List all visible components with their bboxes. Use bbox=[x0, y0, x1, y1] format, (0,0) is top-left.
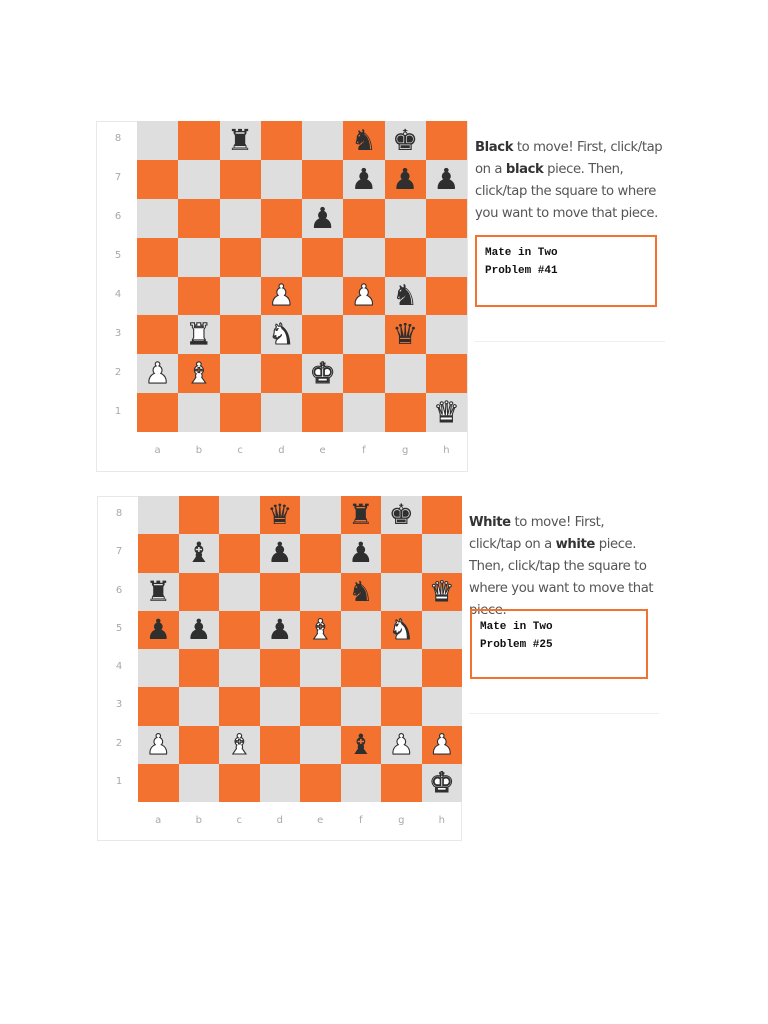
square-d4[interactable] bbox=[261, 277, 302, 316]
instructions-text-2: piece. Then, click/tap the square to where you want to move that piece. bbox=[469, 537, 654, 618]
rank-label: 1 bbox=[115, 775, 123, 787]
square-g6[interactable] bbox=[381, 573, 422, 611]
instructions-text-1: to move! First, click/tap on a bbox=[469, 515, 605, 552]
square-e1[interactable] bbox=[300, 764, 341, 802]
rank-label: 8 bbox=[114, 133, 122, 145]
problem-number: Problem #41 bbox=[485, 265, 558, 277]
problem-title: Mate in Two bbox=[485, 247, 558, 259]
white-rook-icon[interactable]: ♜ bbox=[185, 317, 212, 352]
rank-label: 1 bbox=[114, 405, 122, 417]
square-f4[interactable] bbox=[343, 277, 384, 316]
rank-label: 3 bbox=[114, 327, 122, 339]
square-f8[interactable] bbox=[343, 121, 384, 160]
square-f7[interactable] bbox=[341, 534, 382, 572]
square-f1[interactable] bbox=[341, 764, 382, 802]
square-a4[interactable] bbox=[138, 649, 179, 687]
problem-box bbox=[475, 235, 657, 307]
square-f2[interactable] bbox=[341, 726, 382, 764]
file-label: h bbox=[438, 815, 445, 826]
square-g5[interactable] bbox=[381, 611, 422, 649]
problem-box bbox=[470, 609, 648, 679]
square-a8[interactable] bbox=[138, 496, 179, 534]
square-g5[interactable] bbox=[385, 238, 426, 277]
side-to-move: White bbox=[469, 515, 511, 530]
square-d7[interactable] bbox=[260, 534, 301, 572]
square-c2[interactable] bbox=[220, 354, 261, 393]
square-f5[interactable] bbox=[343, 238, 384, 277]
square-a1[interactable] bbox=[138, 764, 179, 802]
square-e3[interactable] bbox=[300, 687, 341, 725]
square-b4[interactable] bbox=[179, 649, 220, 687]
square-e7[interactable] bbox=[300, 534, 341, 572]
file-label: b bbox=[195, 815, 202, 826]
square-e1[interactable] bbox=[302, 393, 343, 432]
square-a5[interactable] bbox=[137, 238, 178, 277]
file-label: d bbox=[278, 445, 285, 456]
file-label: g bbox=[401, 445, 409, 456]
black-bishop-icon[interactable]: ♝ bbox=[186, 536, 212, 570]
square-c3[interactable] bbox=[219, 687, 260, 725]
file-label: f bbox=[358, 815, 363, 826]
square-h4[interactable] bbox=[422, 649, 463, 687]
square-c4[interactable] bbox=[220, 277, 261, 316]
square-c8[interactable] bbox=[219, 496, 260, 534]
square-b3[interactable] bbox=[179, 687, 220, 725]
square-b1[interactable] bbox=[179, 764, 220, 802]
square-f3[interactable] bbox=[341, 687, 382, 725]
black-pawn-icon[interactable]: ♟ bbox=[186, 612, 212, 646]
file-label: b bbox=[195, 445, 203, 456]
square-d1[interactable] bbox=[260, 764, 301, 802]
square-e4[interactable] bbox=[300, 649, 341, 687]
square-f6[interactable] bbox=[341, 573, 382, 611]
file-label: f bbox=[362, 445, 366, 456]
instructions-text-1: to move! First, click/tap on a bbox=[475, 140, 663, 177]
problem-title: Mate in Two bbox=[480, 621, 553, 633]
square-d6[interactable] bbox=[261, 199, 302, 238]
square-g6[interactable] bbox=[385, 199, 426, 238]
rank-label: 4 bbox=[114, 288, 122, 300]
square-d3[interactable] bbox=[261, 315, 302, 354]
square-a1[interactable] bbox=[137, 393, 178, 432]
instructions-text-2: piece. Then, click/tap the square to where you want to move that piece. bbox=[475, 162, 658, 221]
square-h2[interactable] bbox=[422, 726, 463, 764]
square-b4[interactable] bbox=[178, 277, 219, 316]
file-label: a bbox=[154, 445, 161, 456]
square-e5[interactable] bbox=[302, 238, 343, 277]
black-pawn-icon[interactable]: ♟ bbox=[392, 161, 419, 196]
problem-number: Problem #25 bbox=[480, 639, 553, 651]
white-king-icon[interactable]: ♚ bbox=[309, 356, 336, 391]
square-b2[interactable] bbox=[178, 354, 219, 393]
white-bishop-icon[interactable]: ♝ bbox=[226, 727, 252, 761]
white-bishop-icon[interactable]: ♝ bbox=[185, 356, 212, 391]
black-rook-icon[interactable]: ♜ bbox=[348, 498, 374, 532]
square-f3[interactable] bbox=[343, 315, 384, 354]
square-h4[interactable] bbox=[426, 277, 467, 316]
square-h3[interactable] bbox=[426, 315, 467, 354]
black-king-icon[interactable]: ♚ bbox=[392, 122, 419, 157]
square-a3[interactable] bbox=[138, 687, 179, 725]
black-queen-icon[interactable]: ♛ bbox=[267, 498, 293, 532]
square-c6[interactable] bbox=[219, 573, 260, 611]
square-b5[interactable] bbox=[178, 238, 219, 277]
file-label: g bbox=[398, 815, 405, 826]
white-queen-icon[interactable]: ♛ bbox=[433, 395, 460, 430]
black-pawn-icon[interactable]: ♟ bbox=[350, 161, 377, 196]
square-a3[interactable] bbox=[137, 315, 178, 354]
square-c7[interactable] bbox=[219, 534, 260, 572]
rank-label: 3 bbox=[115, 699, 123, 711]
square-h8[interactable] bbox=[426, 121, 467, 160]
divider bbox=[469, 713, 659, 714]
square-d3[interactable] bbox=[260, 687, 301, 725]
square-d2[interactable] bbox=[260, 726, 301, 764]
square-g7[interactable] bbox=[385, 160, 426, 199]
square-h6[interactable] bbox=[426, 199, 467, 238]
square-d4[interactable] bbox=[260, 649, 301, 687]
square-d7[interactable] bbox=[261, 160, 302, 199]
chessboard[interactable] bbox=[138, 496, 462, 802]
square-c8[interactable] bbox=[220, 121, 261, 160]
square-d8[interactable] bbox=[261, 121, 302, 160]
square-c2[interactable] bbox=[219, 726, 260, 764]
square-d5[interactable] bbox=[261, 238, 302, 277]
square-a6[interactable] bbox=[137, 199, 178, 238]
square-h8[interactable] bbox=[422, 496, 463, 534]
square-e3[interactable] bbox=[302, 315, 343, 354]
rank-label: 7 bbox=[115, 546, 123, 558]
square-h5[interactable] bbox=[426, 238, 467, 277]
square-e6[interactable] bbox=[300, 573, 341, 611]
black-rook-icon[interactable]: ♜ bbox=[145, 574, 171, 608]
square-e4[interactable] bbox=[302, 277, 343, 316]
square-e6[interactable] bbox=[302, 199, 343, 238]
square-g8[interactable] bbox=[381, 496, 422, 534]
file-label: c bbox=[237, 445, 243, 456]
square-g3[interactable] bbox=[381, 687, 422, 725]
black-pawn-icon[interactable]: ♟ bbox=[309, 200, 336, 235]
square-h7[interactable] bbox=[426, 160, 467, 199]
square-a8[interactable] bbox=[137, 121, 178, 160]
square-a6[interactable] bbox=[138, 573, 179, 611]
square-a7[interactable] bbox=[137, 160, 178, 199]
square-a2[interactable] bbox=[138, 726, 179, 764]
white-bishop-icon[interactable]: ♝ bbox=[307, 612, 333, 646]
square-b8[interactable] bbox=[179, 496, 220, 534]
square-e2[interactable] bbox=[300, 726, 341, 764]
square-g3[interactable] bbox=[385, 315, 426, 354]
square-c5[interactable] bbox=[220, 238, 261, 277]
square-e8[interactable] bbox=[302, 121, 343, 160]
square-a2[interactable] bbox=[137, 354, 178, 393]
square-d5[interactable] bbox=[260, 611, 301, 649]
square-g2[interactable] bbox=[385, 354, 426, 393]
square-f5[interactable] bbox=[341, 611, 382, 649]
black-knight-icon[interactable]: ♞ bbox=[392, 278, 419, 313]
square-d8[interactable] bbox=[260, 496, 301, 534]
chessboard[interactable] bbox=[137, 121, 467, 432]
white-pawn-icon[interactable]: ♟ bbox=[144, 356, 171, 391]
square-b8[interactable] bbox=[178, 121, 219, 160]
instructions bbox=[469, 512, 659, 622]
square-h5[interactable] bbox=[422, 611, 463, 649]
rank-label: 6 bbox=[115, 584, 123, 596]
black-pawn-icon[interactable]: ♟ bbox=[145, 612, 171, 646]
white-knight-icon[interactable]: ♞ bbox=[388, 612, 414, 646]
instructions bbox=[475, 137, 665, 225]
square-h2[interactable] bbox=[426, 354, 467, 393]
square-f2[interactable] bbox=[343, 354, 384, 393]
side-color-word: black bbox=[505, 162, 544, 177]
square-a7[interactable] bbox=[138, 534, 179, 572]
square-e2[interactable] bbox=[302, 354, 343, 393]
square-g2[interactable] bbox=[381, 726, 422, 764]
square-d2[interactable] bbox=[261, 354, 302, 393]
square-h7[interactable] bbox=[422, 534, 463, 572]
square-f1[interactable] bbox=[343, 393, 384, 432]
square-b6[interactable] bbox=[179, 573, 220, 611]
square-g8[interactable] bbox=[385, 121, 426, 160]
file-label: e bbox=[319, 445, 326, 456]
square-e5[interactable] bbox=[300, 611, 341, 649]
black-knight-icon[interactable]: ♞ bbox=[350, 122, 377, 157]
black-rook-icon[interactable]: ♜ bbox=[227, 122, 254, 157]
square-b7[interactable] bbox=[179, 534, 220, 572]
square-h3[interactable] bbox=[422, 687, 463, 725]
square-a4[interactable] bbox=[137, 277, 178, 316]
black-bishop-icon[interactable]: ♝ bbox=[348, 727, 374, 761]
square-b7[interactable] bbox=[178, 160, 219, 199]
white-pawn-icon[interactable]: ♟ bbox=[145, 727, 171, 761]
square-g7[interactable] bbox=[381, 534, 422, 572]
file-label: e bbox=[317, 815, 324, 826]
white-pawn-icon[interactable]: ♟ bbox=[388, 727, 414, 761]
file-label: c bbox=[236, 815, 242, 826]
black-queen-icon[interactable]: ♛ bbox=[392, 317, 419, 352]
square-b3[interactable] bbox=[178, 315, 219, 354]
square-g4[interactable] bbox=[385, 277, 426, 316]
square-f7[interactable] bbox=[343, 160, 384, 199]
black-pawn-icon[interactable]: ♟ bbox=[267, 536, 293, 570]
square-c1[interactable] bbox=[220, 393, 261, 432]
square-c1[interactable] bbox=[219, 764, 260, 802]
square-c4[interactable] bbox=[219, 649, 260, 687]
square-c7[interactable] bbox=[220, 160, 261, 199]
square-h1[interactable] bbox=[426, 393, 467, 432]
divider bbox=[475, 341, 665, 342]
square-b5[interactable] bbox=[179, 611, 220, 649]
black-pawn-icon[interactable]: ♟ bbox=[267, 612, 293, 646]
side-color-word: white bbox=[555, 537, 595, 552]
square-f6[interactable] bbox=[343, 199, 384, 238]
square-c3[interactable] bbox=[220, 315, 261, 354]
white-pawn-icon[interactable]: ♟ bbox=[350, 278, 377, 313]
square-c5[interactable] bbox=[219, 611, 260, 649]
square-g1[interactable] bbox=[385, 393, 426, 432]
black-king-icon[interactable]: ♚ bbox=[388, 498, 414, 532]
square-b6[interactable] bbox=[178, 199, 219, 238]
square-g1[interactable] bbox=[381, 764, 422, 802]
square-d1[interactable] bbox=[261, 393, 302, 432]
black-knight-icon[interactable]: ♞ bbox=[348, 574, 374, 608]
square-h1[interactable] bbox=[422, 764, 463, 802]
rank-label: 5 bbox=[114, 250, 122, 262]
square-b1[interactable] bbox=[178, 393, 219, 432]
square-h6[interactable] bbox=[422, 573, 463, 611]
side-to-move: Black bbox=[475, 140, 514, 155]
rank-label: 5 bbox=[115, 622, 123, 634]
file-label: a bbox=[155, 815, 162, 826]
rank-label: 7 bbox=[114, 172, 122, 184]
square-b2[interactable] bbox=[179, 726, 220, 764]
square-e8[interactable] bbox=[300, 496, 341, 534]
square-e7[interactable] bbox=[302, 160, 343, 199]
white-pawn-icon[interactable]: ♟ bbox=[429, 727, 455, 761]
square-a5[interactable] bbox=[138, 611, 179, 649]
square-c6[interactable] bbox=[220, 199, 261, 238]
white-king-icon[interactable]: ♚ bbox=[429, 765, 455, 799]
file-label: h bbox=[443, 445, 450, 456]
file-label: d bbox=[276, 815, 283, 826]
square-g4[interactable] bbox=[381, 649, 422, 687]
rank-label: 8 bbox=[115, 508, 123, 520]
square-d6[interactable] bbox=[260, 573, 301, 611]
rank-label: 4 bbox=[115, 661, 123, 673]
rank-label: 2 bbox=[115, 737, 123, 749]
square-f4[interactable] bbox=[341, 649, 382, 687]
square-f8[interactable] bbox=[341, 496, 382, 534]
rank-label: 6 bbox=[114, 211, 122, 223]
white-queen-icon[interactable]: ♛ bbox=[429, 574, 455, 608]
black-pawn-icon[interactable]: ♟ bbox=[433, 161, 460, 196]
white-knight-icon[interactable]: ♞ bbox=[268, 317, 295, 352]
black-pawn-icon[interactable]: ♟ bbox=[348, 536, 374, 570]
white-pawn-icon[interactable]: ♟ bbox=[268, 278, 295, 313]
rank-label: 2 bbox=[114, 366, 122, 378]
